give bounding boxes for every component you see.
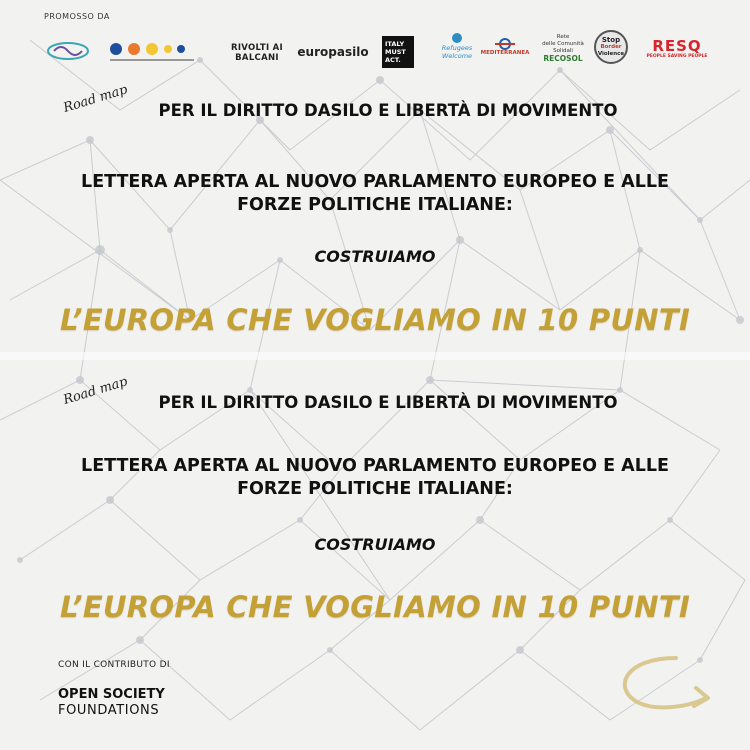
partner-logos xyxy=(0,28,750,74)
colored-dots-logo-icon xyxy=(106,40,198,64)
rete-logo-line3: Solidali xyxy=(553,48,573,54)
refugees-logo-line1: Refugees xyxy=(441,44,473,52)
rete-logo-line1: Rete xyxy=(556,34,570,40)
road-map-label: Road map xyxy=(61,374,130,408)
costruiamo-label: COSTRUIAMO xyxy=(314,535,436,554)
promoted-by-label: PROMOSSO DA xyxy=(44,12,110,21)
stop-logo-line2: Border xyxy=(600,43,622,50)
partner-logo-recosol xyxy=(536,28,590,68)
partner-logo-italy-must-act xyxy=(382,36,414,68)
resq-tagline: PEOPLE SAVING PEOPLE xyxy=(646,53,708,59)
rete-logo-line2: delle Comunità xyxy=(542,41,584,47)
open-letter-line2: FORZE POLITICHE ITALIANE: xyxy=(237,195,513,215)
headline: L’EUROPA CHE VOGLIAMO IN 10 PUNTI xyxy=(59,303,691,337)
partner-logo-mediterranea xyxy=(482,34,528,60)
hands-logo-icon xyxy=(44,40,92,62)
partner-logo-refugees-welcome xyxy=(440,28,474,64)
open-letter-line1: LETTERA APERTA AL NUOVO PARLAMENTO EUROPEO E ALLE xyxy=(81,172,669,192)
italy-must-act-line3: ACT. xyxy=(385,56,401,64)
mediterranea-logo-text: MEDITERRANEA xyxy=(480,50,530,56)
open-society-line2: FOUNDATIONS xyxy=(58,703,160,718)
open-letter-line1: LETTERA APERTA AL NUOVO PARLAMENTO EUROPEO E ALLE xyxy=(81,456,669,476)
open-society-logo xyxy=(58,687,165,719)
stop-logo-line3: Violence xyxy=(597,50,625,57)
recosol-logo-text: RECOSOL xyxy=(543,54,583,63)
mediterranea-icon xyxy=(495,38,515,50)
italy-must-act-line1: ITALY xyxy=(385,40,405,48)
partner-logo-resq xyxy=(646,34,708,62)
open-society-line1: OPEN SOCIETY xyxy=(58,687,165,702)
partner-logo-hands xyxy=(44,40,92,62)
partner-logo-stop-border xyxy=(594,30,628,64)
costruiamo-label: COSTRUIAMO xyxy=(314,247,436,266)
section-divider xyxy=(0,352,750,360)
open-letter-line2: FORZE POLITICHE ITALIANE: xyxy=(237,479,513,499)
partner-logo-rivolti xyxy=(220,44,294,62)
italy-must-act-line2: MUST xyxy=(385,48,406,56)
europasilo-logo-text: europasilo xyxy=(297,45,369,59)
subtitle: PER IL DIRITTO DASILO E LIBERTÀ DI MOVIMENTO xyxy=(158,393,618,412)
resq-logo-text: RESQ xyxy=(652,36,702,55)
headline: L’EUROPA CHE VOGLIAMO IN 10 PUNTI xyxy=(59,590,691,624)
partner-logo-europasilo xyxy=(297,42,369,62)
refugees-welcome-icon xyxy=(451,32,463,44)
road-map-label: Road map xyxy=(61,82,130,116)
rivolti-logo-text: RIVOLTI AI BALCANI xyxy=(230,43,284,63)
refugees-logo-line2: Welcome xyxy=(441,52,473,60)
contribution-label: CON IL CONTRIBUTO DI xyxy=(58,660,170,670)
partner-logo-dots xyxy=(106,40,198,64)
stop-logo-line1: Stop xyxy=(601,35,621,44)
curved-arrow-icon xyxy=(606,648,716,718)
subtitle: PER IL DIRITTO DASILO E LIBERTÀ DI MOVIMENTO xyxy=(158,101,618,120)
